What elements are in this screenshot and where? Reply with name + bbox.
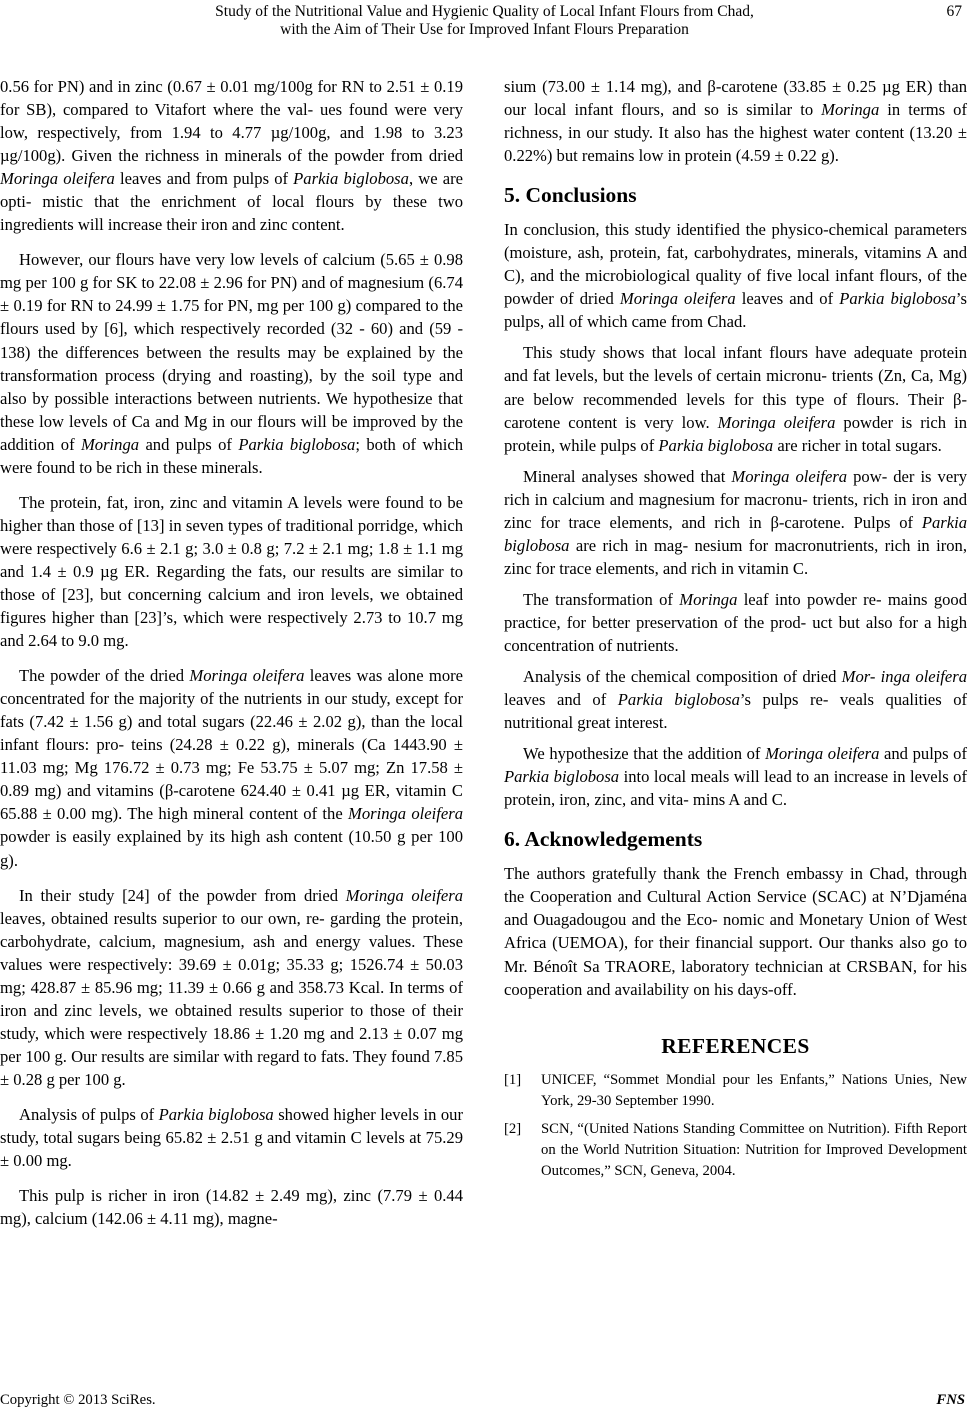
paragraph: This study shows that local infant flours have adequate protein and fat levels, but the levels of certain micronu- trients (Zn, Ca, Mg) are below recommended levels for this type of flours. Their β-carotene content is very low. Moringa oleifera powder is rich in protein, while pulps of Parkia biglobosa are richer in total sugars. xyxy=(504,343,967,455)
paragraph: In their study [24] of the powder from dried Moringa oleifera leaves, obtained results superior to our own, re- garding the protein, carbohydrate, calcium, magnesium, ash and energy values. These values were respectively: 39.69 ± 0.01g; 35.33 g; 1526.74 ± 50.03 mg; 428.87 ± 85.96 mg; 11.39 ± 0.66 g and 358.73 Kcal. In terms of iron and zinc levels, we obtained results superior to those of their study, which were respectively 18.86 ± 1.20 mg and 2.13 ± 0.07 mg per 100 g. Our results are similar with regard to fats. They found 7.85 ± 0.28 g per 100 g. xyxy=(0,885,463,1089)
page-number: 67 xyxy=(946,3,962,20)
paragraph: In conclusion, this study identified the physico-chemical parameters (moisture, ash, protein, fat, carbohydrates, minerals, vitamins A and C), and the microbiological quality of five local infant flours, of the powder of dried Moringa oleifera leaves and of Parkia biglobosa’s pulps, all of which came from Chad. xyxy=(504,220,967,332)
paragraph: Analysis of pulps of Parkia biglobosa showed higher levels in our study, total sugars being 65.82 ± 2.51 g and vitamin C levels at 75.29 ± 0.00 mg. xyxy=(0,1104,463,1171)
references-heading: REFERENCES xyxy=(661,1033,810,1058)
paragraph: sium (73.00 ± 1.14 mg), and β-carotene (33.85 ± 0.25 µg ER) than our local infant flours, and so is similar to Moringa in terms of richness, in our study. It also has the highest water content (13.20 ± 0.22%) but remains low in protein (4.59 ± 0.22 g). xyxy=(504,77,967,166)
reference-number: [1] xyxy=(504,1071,522,1088)
reference-item xyxy=(504,1070,967,1112)
paragraph: The protein, fat, iron, zinc and vitamin A levels were found to be higher than those of [13] in seven types of traditional porridge, which were respectively 6.6 ± 2.1 g; 3.0 ± 0.8 g; 7.2 ± 2.1 mg; 1.8 ± 1.1 mg and 1.4 ± 0.9 µg ER. Regarding the fats, our results are similar to those of [23], but concerning calcium and iron levels, we obtained figures higher than [23]’s, which were respectively 2.73 to 10.7 mg and 2.64 to 9.0 mg. xyxy=(0,492,463,651)
header-title-line2: with the Aim of Their Use for Improved Infant Flours Preparation xyxy=(280,21,689,38)
reference-item xyxy=(504,1119,967,1183)
reference-number: [2] xyxy=(504,1121,522,1138)
paragraph: 0.56 for PN) and in zinc (0.67 ± 0.01 mg/100g for RN to 2.51 ± 0.19 for SB), compared to Vitafort where the val- ues found were very low, respectively, from 1.94 to 4.77 µg/100g, and 1.98 to 3.23 µg/100g). Given the richness in minerals of the powder from dried Moringa oleifera leaves and from pulps of Parkia biglobosa, we are opti- mistic that the enrichment of local flours by these two ingredients will increase their iron and zinc content. xyxy=(0,77,463,235)
running-header xyxy=(0,0,969,40)
reference-text: SCN, “(United Nations Standing Committee on Nutrition). Fifth Report on the World Nutrition Situation: Nutrition for Improved Development Outcomes,” SCN, Geneva, 2004. xyxy=(541,1121,967,1180)
paragraph: This pulp is richer in iron (14.82 ± 2.49 mg), zinc (7.79 ± 0.44 mg), calcium (142.06 ± 4.11 mg), magne- xyxy=(0,1186,463,1229)
paragraph: Analysis of the chemical composition of dried Mor- inga oleifera leaves and of Parkia biglobosa’s pulps re- veals qualities of nutritional great interest. xyxy=(504,667,968,733)
paragraph: The powder of the dried Moringa oleifera leaves was alone more concentrated for the majority of the nutrients in our study, except for fats (7.42 ± 1.56 g) and total sugars (22.46 ± 2.02 g), than the local infant flours: pro- teins (24.28 ± 0.22 g), minerals (Ca 1443.90 ± 11.03 mg; Mg 176.72 ± 0.73 mg; Fe 53.75 ± 5.07 mg; Zn 17.58 ± 0.89 mg) and vitamins (β-carotene 624.40 ± 0.41 µg ER, vitamin C 65.88 ± 0.00 mg). The high mineral content of the Moringa oleifera powder is easily explained by its high ash content (10.50 g per 100 g). xyxy=(0,666,464,870)
paragraph: The transformation of Moringa leaf into powder re- mains good practice, for better preservation of the prod- uct but also for a high concentration of nutrients. xyxy=(504,589,968,655)
footer-copyright: Copyright © 2013 SciRes. xyxy=(0,1392,156,1408)
paragraph: Mineral analyses showed that Moringa oleifera pow- der is very rich in calcium and magnesium for macronu- trients, rich in iron and zinc for trace elements, and rich in β-carotene. Pulps of Parkia biglobosa are rich in mag- nesium for macronutrients, rich in iron, zinc for trace elements, and rich in vitamin C. xyxy=(504,466,968,578)
left-column xyxy=(0,75,463,1242)
section-heading-conclusions: 5. Conclusions xyxy=(504,183,637,208)
right-column xyxy=(504,75,967,1190)
footer-journal: FNS xyxy=(936,1392,965,1408)
paragraph: We hypothesize that the addition of Moringa oleifera and pulps of Parkia biglobosa into local meals will lead to an increase in levels of protein, iron, zinc, and vita- mins A and C. xyxy=(504,744,968,810)
paragraph: However, our flours have very low levels of calcium (5.65 ± 0.98 mg per 100 g for SK to 22.08 ± 2.96 for PN) and of magnesium (6.74 ± 0.19 for RN to 24.99 ± 1.75 for PN, mg per 100 g) compared to the flours used by [6], which respectively recorded (32 - 60) and (59 - 138) the differences between the results may be explained by the transformation process (drying and roasting), by the soil type and also by possible interactions between nutrients. We hypothesize that these low levels of Ca and Mg in our flours will be improved by the addition of Moringa and pulps of Parkia biglobosa; both of which were found to be rich in these minerals. xyxy=(0,250,463,477)
section-heading-acknowledgements: 6. Acknowledgements xyxy=(504,827,703,852)
reference-text: UNICEF, “Sommet Mondial pour les Enfants,” Nations Unies, New York, 29-30 September 1990. xyxy=(541,1071,967,1109)
header-title-line1: Study of the Nutritional Value and Hygienic Quality of Local Infant Flours from Chad, xyxy=(215,3,754,20)
paragraph: The authors gratefully thank the French embassy in Chad, through the Cooperation and Cultural Action Service (SCAC) at N’Djaména and Ouagadougou and the Eco- nomic and Monetary Union of West Africa (UEMOA), for their financial support. Our thanks also go to Mr. Bénoît Sa TRAORE, laboratory technician at CRSBAN, for his cooperation and availability on his days-off. xyxy=(504,864,967,999)
